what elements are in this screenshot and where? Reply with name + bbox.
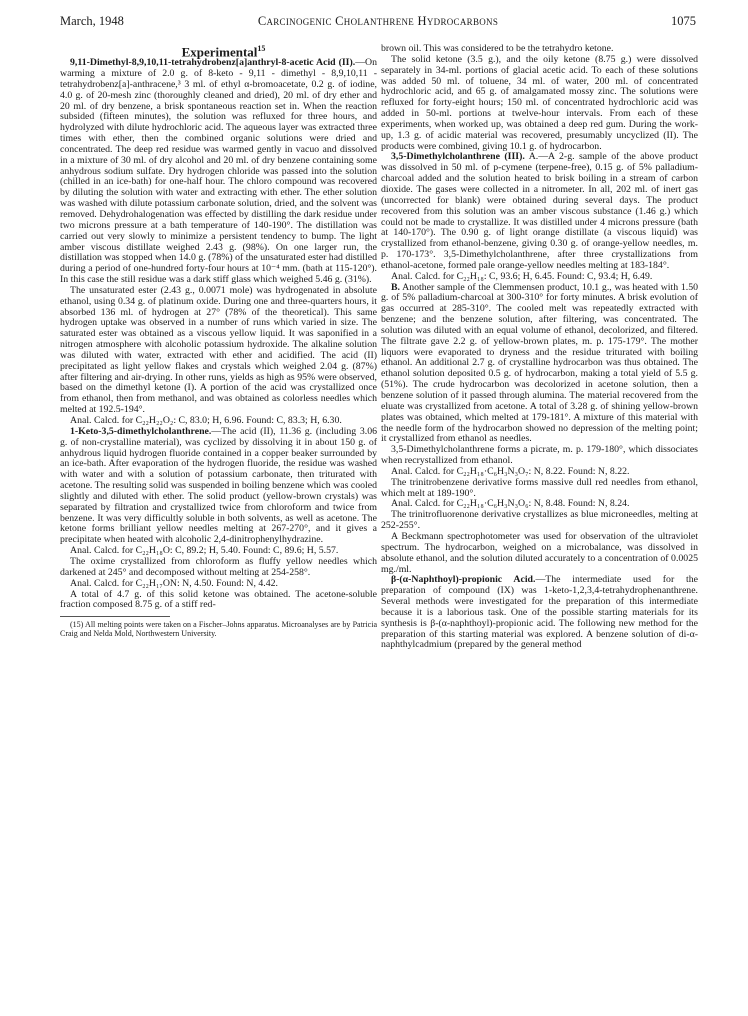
paragraph bbox=[60, 590, 377, 612]
paragraph-text: brown oil. This was considered to be the tetrahydro ketone. bbox=[381, 43, 614, 54]
paragraph-text: The trinitrofluorenone derivative crystallizes as blue microneedles, melting at 252-255°. bbox=[381, 509, 698, 532]
footnote: (15) All melting points were taken on a Fischer–Johns apparatus. Microanalyses are by Patricia Craig and Nelda Mold, Northwestern University. bbox=[60, 620, 377, 639]
left-paragraphs bbox=[60, 58, 377, 611]
paragraph-text: —The acid (II), 11.36 g. (including 3.06 g. of non-crystalline material), was cyclized by dissolving it in about 150 g. of anhydrous liquid hydrogen fluoride contained in a copper beaker surrounded by an ice-bath. After evaporation of the hydrogen fluoride, the residue was washed with water and with a solution of potassium carbonate, then triturated with acetone. The resulting solid was suspended in boiling benzene which was cooled slightly and diluted with ether. The solid product (yellow-brown crystals) was separated by filtration and crystallized twice from chloroform and twice from benzene. It was very difficultly soluble in both solvents, as well as acetone. The ketone forms brilliant yellow needles melting at 267-270°, and it gives a precipitate when heated with alcoholic 2,4-dinitrophenylhydrazine. bbox=[60, 425, 377, 546]
paragraph-text: Anal. Calcd. for C₂₂H₁₇ON: N, 4.50. Found: N, 4.42. bbox=[70, 577, 278, 589]
paragraph bbox=[381, 283, 698, 446]
left-column bbox=[60, 44, 377, 638]
paragraph-text: The trinitrobenzene derivative forms massive dull red needles from ethanol, which melt at 189-190°. bbox=[381, 476, 698, 499]
paragraph-heading: 1-Keto-3,5-dimethylcholanthrene. bbox=[70, 425, 212, 437]
paragraph-heading: 3,5-Dimethylcholanthrene (III). bbox=[391, 151, 525, 163]
paragraph-text: A total of 4.7 g. of this solid ketone was obtained. The acetone-soluble fraction composed 8.75 g. of a stiff red- bbox=[60, 588, 377, 611]
paragraph bbox=[60, 286, 377, 416]
paragraph-text: The unsaturated ester (2.43 g., 0.0071 mole) was hydrogenated in absolute ethanol, using 0.34 g. of platinum oxide. During one and three-quarters hours, it absorbed 136 ml. of hydrogen at 27° (78% of the theoretical). This same hydrogen uptake was observed in a number of runs which varied in size. The saturated ester was obtained as a viscous yellow liquid. It was saponified in a nitrogen atmosphere with alcoholic potassium hydroxide. The alkaline solution was diluted with water, extracted with ether and acidified. The acid (II) precipitated as light yellow flakes and crystals which weighed 2.04 g. (87%) after filtering and air-drying. In other runs, yields as high as 95% were observed, based on the dimethyl ketone (I). A portion of the acid was crystallized once from ethanol, then from methanol, and was obtained as colorless needles which melted at 192.5-194°. bbox=[60, 284, 377, 416]
paragraph-text: Anal. Calcd. for C₂₂H₂₂O₂: C, 83.0; H, 6.96. Found: C, 83.3; H, 6.30. bbox=[70, 415, 342, 427]
paragraph-text: The oxime crystallized from chloroform as fluffy yellow needles which darkened at 245° and decomposed without melting at 254-258°. bbox=[60, 555, 377, 578]
paragraph-text: Anal. Calcd. for C₂₂H₁₈O: C, 89.2; H, 5.40. Found: C, 89.6; H, 5.57. bbox=[70, 545, 339, 557]
paragraph bbox=[60, 427, 377, 546]
paragraph bbox=[60, 557, 377, 579]
paragraph-text: A.—A 2-g. sample of the above product was dissolved in 50 ml. of p-cymene (terpene-free), 0.15 g. of 5% palladium-charcoal added and the solution heated to brisk boiling in a stream of carbon dioxide. The gases were collected in a nitrometer. In all, 202 ml. of inert gas (uncorrected for blank) were obtained during several days. The product recovered from this solution was an amber viscous substance (1.46 g.) which could not be made to crystallize. It was distilled under 4 microns pressure (bath at 140-170°). The 0.90 g. of light orange distillate (a viscous liquid) was crystallized from ethanol-benzene, giving 0.30 g. of orange-yellow needles, m. p. 170-173°. 3,5-Dimethylcholanthrene, after three crystallizations from ethanol-acetone, formed pale orange-yellow needles melting at 183-184°. bbox=[381, 151, 698, 271]
paragraph-text: Anal. Calcd. for C₂₂H₁₈·C₆H₃N₃O₆: N, 8.48. Found: N, 8.24. bbox=[391, 498, 630, 510]
paragraph bbox=[60, 58, 377, 286]
paragraph bbox=[381, 445, 698, 467]
paragraph-heading: 9,11-Dimethyl-8,9,10,11-tetrahydrobenz[a]anthryl-8-acetic Acid (II). bbox=[70, 57, 356, 69]
paragraph-text: The solid ketone (3.5 g.), and the oily ketone (8.75 g.) were dissolved separately in 34-ml. portions of glacial acetic acid. To each of these solutions was added 50 ml. of toluene, 34 ml. of water, 200 ml. of concentrated hydrochloric acid, and 65 g. of amalgamated mossy zinc. The solutions were refluxed for forty-eight hours; 150 ml. of concentrated hydrochloric acid was added in 50-ml. portions at twelve-hour intervals. From each of these experiments, when worked up, was obtained a deep red gum. During the work-up, 1.3 g. of acidic material was recovered, presumably uncyclized (II). The products were combined, giving 10.1 g. of hydrocarbon. bbox=[381, 53, 698, 152]
paragraph bbox=[381, 478, 698, 500]
paragraph bbox=[381, 575, 698, 651]
right-column bbox=[381, 44, 698, 651]
paragraph-text: —The intermediate used for the preparation of compound (IX) was 1-keto-1,2,3,4-tetrahydrophenanthrene. Several methods were investigated for the preparation of this intermediate because it is a laborious task. One of the possible starting materials for its synthesis is β-(α-naphthoyl)-propionic acid. The following new method for the preparation of this starting material was explored. A benzene solution of di-α-naphthylcadmium (prepared by the general method bbox=[381, 574, 698, 651]
footnote-rule bbox=[60, 616, 170, 617]
section-heading-footnote-ref: 15 bbox=[257, 44, 266, 53]
paragraph bbox=[381, 532, 698, 575]
paragraph-text: A Beckmann spectrophotometer was used for observation of the ultraviolet spectrum. The hydrocarbon, weighed on a microbalance, was dissolved in absolute ethanol, and the solution diluted accurately to a concentration of 0.0025 mg./ml. bbox=[381, 530, 698, 575]
running-header bbox=[60, 14, 696, 34]
paragraph-heading: B. bbox=[391, 281, 400, 293]
paragraph bbox=[381, 152, 698, 271]
page-number: 1075 bbox=[671, 14, 696, 28]
header-title: Carcinogenic Cholanthrene Hydrocarbons bbox=[257, 14, 499, 28]
paragraph-text: Anal. Calcd. for C₂₂H₁₈·C₆H₃N₃O₇: N, 8.22. Found: N, 8.22. bbox=[391, 465, 630, 477]
section-heading: Experimental$^{15}$ bbox=[181, 44, 266, 60]
paragraph-text: 3,5-Dimethylcholanthrene forms a picrate, m. p. 179-180°, which dissociates when recrystallized from ethanol. bbox=[381, 444, 698, 467]
paragraph bbox=[381, 510, 698, 532]
paragraph-text: Anal. Calcd. for C₂₂H₁₈: C, 93.6; H, 6.45. Found: C, 93.4; H, 6.49. bbox=[391, 270, 653, 282]
paragraph bbox=[381, 55, 698, 153]
paragraph-text: Another sample of the Clemmensen product, 10.1 g., was heated with 1.50 g. of 5% palladium-charcoal at 300-310° for forty minutes. A brisk evolution of gas occurred at 285-310°. The cooled melt was repeatedly extracted with benzene; and the benzene solution, after filtering, was concentrated. The solution was diluted with an equal volume of ethanol, decolorized, and filtered. The filtrate gave 2.2 g. of yellow-brown plates, m. p. 175-179°. The mother liquors were evaporated to dryness and the residue triturated with boiling ethanol. An additional 2.7 g. of crystalline hydrocarbon was thus obtained. The ethanol solution deposited 0.5 g. of hydrocarbon, making a total yield of 5.5 g. (51%). The crude hydrocarbon was decolorized in acetone solution, then a benzene solution of it passed through alumina. The material recovered from the eluate was crystallized from acetone. A total of 3.28 g. of shining yellow-brown plates was obtained, which melted at 179-181°. A mixture of this material with the needle form of the hydrocarbon showed no depression of the melting point; it crystallized from ethanol as needles. bbox=[381, 281, 698, 445]
paragraph-text: —On warming a mixture of 2.0 g. of 8-keto - 9,11 - dimethyl - 8,9,10,11 - tetrahydrobenz[a]-anthracene,³ 3 ml. of ethyl α-bromoacetate, 0.2 g. of iodine, 4.0 g. of 20-mesh zinc (thoroughly cleaned and dried), 20 ml. of dry ether and 20 ml. of dry benzene, a brisk spontaneous reaction set in. When the reaction subsided (fifteen minutes), the solution was refluxed for three hours, and hydrolyzed with dilute hydrochloric acid. The aqueous layer was extracted three times with ether, then the combined organic solutions were dried and concentrated. The deep red residue was warmed gently in vacuo and dissolved in a mixture of 30 ml. of dry alcohol and 20 ml. of dry benzene containing some anhydrous sodium sulfate. Dry hydrogen chloride was passed into the solution (chilled in an ice-bath) for one-half hour. The chloro compound was recovered by diluting the solution with water and extracting with ether. The ether solution was washed with dilute potassium carbonate solution, dried, and the solvent was removed. Dehydrohalogenation was effected by distilling the dark residue under two microns pressure at a bath temperature of 140-190°. The distillation was carried out very slowly to minimize a persistent tendency to bump. The light amber viscous distillate weighed 2.43 g. (98%). On one larger run, the distillation was stopped when 14.0 g. (78%) of the unsaturated ester had distilled during a period of one-hundred forty-four hours at 10⁻⁴ mm. (bath at 115-120°). In this case the still residue was a dark stiff glass which weighed 5.46 g. (31%). bbox=[60, 57, 377, 286]
right-paragraphs bbox=[381, 44, 698, 651]
header-date: March, 1948 bbox=[60, 14, 124, 28]
paragraph-heading: β-(α-Naphthoyl)-propionic Acid. bbox=[391, 574, 536, 586]
